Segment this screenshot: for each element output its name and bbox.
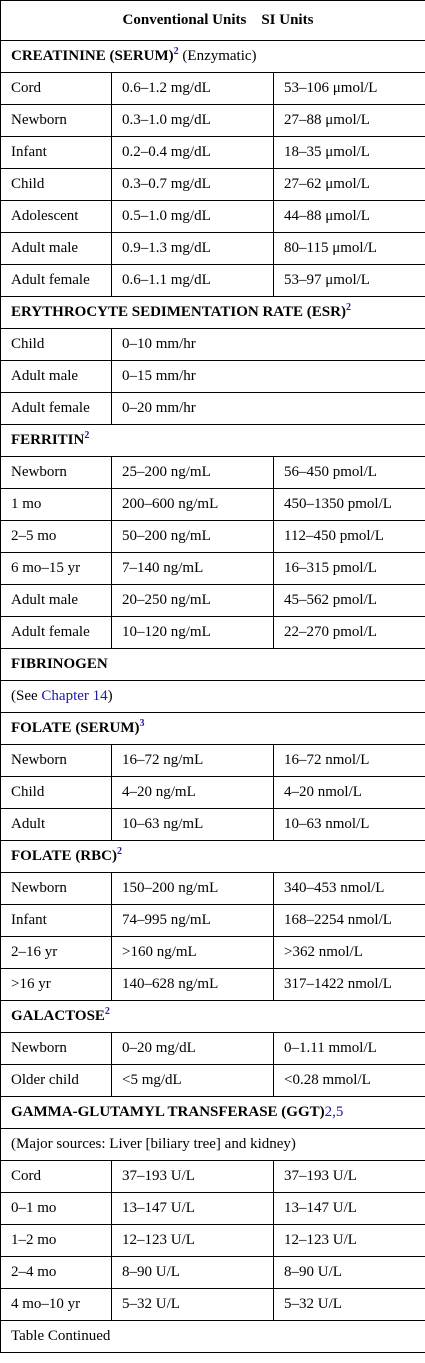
section-header-row <box>1 1097 425 1129</box>
age-group-cell: Child <box>1 169 112 201</box>
table-row <box>1 361 425 393</box>
table-continued-note: Table Continued <box>1 1321 425 1353</box>
si-value-cell: 168–2254 nmol/L <box>274 905 425 937</box>
reference-separator: , <box>332 1104 336 1120</box>
section-header-row <box>1 649 425 681</box>
section-note-cell <box>1 1129 425 1161</box>
section-header-row <box>1 841 425 873</box>
conventional-value-cell: 7–140 ng/mL <box>112 553 274 585</box>
conventional-value-cell: 0.3–1.0 mg/dL <box>112 105 274 137</box>
table-row <box>1 809 425 841</box>
table-row <box>1 329 425 361</box>
si-value-cell: 4–20 nmol/L <box>274 777 425 809</box>
age-group-cell: 6 mo–15 yr <box>1 553 112 585</box>
age-group-cell: Newborn <box>1 873 112 905</box>
section-title: FOLATE (SERUM) <box>11 720 140 736</box>
conventional-value-cell: 74–995 ng/mL <box>112 905 274 937</box>
table-row <box>1 457 425 489</box>
reference-superscript[interactable]: 2 <box>116 846 122 857</box>
conventional-value-cell: 0.5–1.0 mg/dL <box>112 201 274 233</box>
section-title-cell <box>1 425 425 457</box>
si-value-cell: 317–1422 nmol/L <box>274 969 425 1001</box>
si-value-cell: 27–88 μmol/L <box>274 105 425 137</box>
section-header-row <box>1 297 425 329</box>
table-row <box>1 937 425 969</box>
si-value-cell: 450–1350 pmol/L <box>274 489 425 521</box>
reference-superscript[interactable]: 2 <box>345 302 351 313</box>
si-value-cell: 22–270 pmol/L <box>274 617 425 649</box>
age-group-cell: 4 mo–10 yr <box>1 1289 112 1321</box>
conventional-value-cell: <5 mg/dL <box>112 1065 274 1097</box>
si-value-cell: 56–450 pmol/L <box>274 457 425 489</box>
section-title: CREATININE (SERUM) <box>11 48 174 64</box>
si-value-cell: 80–115 μmol/L <box>274 233 425 265</box>
si-value-cell: 18–35 μmol/L <box>274 137 425 169</box>
table-row <box>1 1289 425 1321</box>
reference-link[interactable]: 5 <box>335 1104 344 1120</box>
section-title: GALACTOSE <box>11 1008 105 1024</box>
section-header-row <box>1 41 425 73</box>
age-group-cell: Older child <box>1 1065 112 1097</box>
age-group-cell: Adult <box>1 809 112 841</box>
age-group-cell: 1–2 mo <box>1 1225 112 1257</box>
section-title: FOLATE (RBC) <box>11 848 117 864</box>
section-note-row <box>1 1129 425 1161</box>
conventional-value-cell: 0.6–1.1 mg/dL <box>112 265 274 297</box>
si-value-cell: 5–32 U/L <box>274 1289 425 1321</box>
age-group-cell: Newborn <box>1 1033 112 1065</box>
table-row <box>1 905 425 937</box>
si-value-cell: 10–63 nmol/L <box>274 809 425 841</box>
note-text: (See <box>11 688 42 704</box>
section-title: FIBRINOGEN <box>11 656 108 672</box>
conventional-value-cell: >160 ng/mL <box>112 937 274 969</box>
age-group-cell: Cord <box>1 73 112 105</box>
age-group-cell: Adult male <box>1 585 112 617</box>
age-group-cell: Adult female <box>1 265 112 297</box>
table-row <box>1 585 425 617</box>
section-header-row <box>1 1001 425 1033</box>
table-row <box>1 745 425 777</box>
section-title: FERRITIN <box>11 432 85 448</box>
age-group-cell: Adult male <box>1 233 112 265</box>
age-group-cell: 2–16 yr <box>1 937 112 969</box>
section-title-cell <box>1 297 425 329</box>
table-row <box>1 1225 425 1257</box>
si-value-cell: 27–62 μmol/L <box>274 169 425 201</box>
section-title-cell <box>1 41 425 73</box>
reference-superscript[interactable]: 2 <box>104 1006 110 1017</box>
value-cell: 0–10 mm/hr <box>112 329 425 361</box>
section-title-cell <box>1 713 425 745</box>
conventional-value-cell: 150–200 ng/mL <box>112 873 274 905</box>
si-value-cell: 53–106 μmol/L <box>274 73 425 105</box>
age-group-cell: Adult male <box>1 361 112 393</box>
conventional-value-cell: 0.6–1.2 mg/dL <box>112 73 274 105</box>
age-group-cell: Newborn <box>1 105 112 137</box>
table-row <box>1 169 425 201</box>
table-row <box>1 1033 425 1065</box>
section-header-row <box>1 713 425 745</box>
si-value-cell: 16–72 nmol/L <box>274 745 425 777</box>
table-row <box>1 393 425 425</box>
age-group-cell: 2–5 mo <box>1 521 112 553</box>
table-row <box>1 969 425 1001</box>
conventional-value-cell: 10–63 ng/mL <box>112 809 274 841</box>
table-row <box>1 137 425 169</box>
table-row <box>1 521 425 553</box>
si-value-cell: >362 nmol/L <box>274 937 425 969</box>
si-value-cell: 16–315 pmol/L <box>274 553 425 585</box>
conventional-value-cell: 0.3–0.7 mg/dL <box>112 169 274 201</box>
si-value-cell: 8–90 U/L <box>274 1257 425 1289</box>
age-group-cell: 1 mo <box>1 489 112 521</box>
chapter-link[interactable]: Chapter 14 <box>41 688 108 704</box>
conventional-value-cell: 200–600 ng/mL <box>112 489 274 521</box>
section-title-cell <box>1 649 425 681</box>
si-value-cell: 0–1.11 mmol/L <box>274 1033 425 1065</box>
si-value-cell: 340–453 nmol/L <box>274 873 425 905</box>
reference-superscript[interactable]: 2 <box>84 430 90 441</box>
age-group-cell: 0–1 mo <box>1 1193 112 1225</box>
conventional-value-cell: 13–147 U/L <box>112 1193 274 1225</box>
table-row <box>1 201 425 233</box>
section-note-cell <box>1 681 425 713</box>
value-cell: 0–20 mm/hr <box>112 393 425 425</box>
table-footer-row <box>1 1321 425 1353</box>
age-group-cell: Adolescent <box>1 201 112 233</box>
section-title-cell <box>1 1097 425 1129</box>
age-group-cell: Adult female <box>1 393 112 425</box>
conventional-value-cell: 37–193 U/L <box>112 1161 274 1193</box>
si-value-cell: 37–193 U/L <box>274 1161 425 1193</box>
table-header-row <box>1 1 425 41</box>
section-title-cell <box>1 1001 425 1033</box>
note-text: (Major sources: Liver [biliary tree] and kidney) <box>11 1136 296 1152</box>
header-conventional-units: Conventional Units <box>122 12 247 28</box>
table-row <box>1 553 425 585</box>
table-row <box>1 873 425 905</box>
conventional-value-cell: 0–20 mg/dL <box>112 1033 274 1065</box>
table-row <box>1 1065 425 1097</box>
note-text-suffix: ) <box>107 688 113 704</box>
age-group-cell: Adult female <box>1 617 112 649</box>
age-group-cell: Newborn <box>1 457 112 489</box>
header-si-units: SI Units <box>261 12 314 28</box>
value-cell: 0–15 mm/hr <box>112 361 425 393</box>
si-value-cell: 44–88 μmol/L <box>274 201 425 233</box>
conventional-value-cell: 0.9–1.3 mg/dL <box>112 233 274 265</box>
section-header-row <box>1 425 425 457</box>
conventional-value-cell: 0.2–0.4 mg/dL <box>112 137 274 169</box>
conventional-value-cell: 10–120 ng/mL <box>112 617 274 649</box>
table-row <box>1 105 425 137</box>
conventional-value-cell: 20–250 ng/mL <box>112 585 274 617</box>
conventional-value-cell: 12–123 U/L <box>112 1225 274 1257</box>
age-group-cell: >16 yr <box>1 969 112 1001</box>
table-body <box>1 41 425 1321</box>
reference-link[interactable]: 2 <box>324 1104 333 1120</box>
table-row <box>1 1161 425 1193</box>
age-group-cell: Newborn <box>1 745 112 777</box>
table-row <box>1 1193 425 1225</box>
table-row <box>1 777 425 809</box>
age-group-cell: Child <box>1 777 112 809</box>
table-row <box>1 73 425 105</box>
section-note-row <box>1 681 425 713</box>
section-title: ERYTHROCYTE SEDIMENTATION RATE (ESR) <box>11 304 346 320</box>
age-group-cell: Child <box>1 329 112 361</box>
table-row <box>1 617 425 649</box>
table-row <box>1 265 425 297</box>
table-row <box>1 489 425 521</box>
conventional-value-cell: 25–200 ng/mL <box>112 457 274 489</box>
si-value-cell: 45–562 pmol/L <box>274 585 425 617</box>
si-value-cell: 12–123 U/L <box>274 1225 425 1257</box>
si-value-cell: 112–450 pmol/L <box>274 521 425 553</box>
si-value-cell: <0.28 mmol/L <box>274 1065 425 1097</box>
conventional-value-cell: 50–200 ng/mL <box>112 521 274 553</box>
age-group-cell: 2–4 mo <box>1 1257 112 1289</box>
conventional-value-cell: 140–628 ng/mL <box>112 969 274 1001</box>
conventional-value-cell: 16–72 ng/mL <box>112 745 274 777</box>
section-title: GAMMA-GLUTAMYL TRANSFERASE (GGT) <box>11 1104 325 1120</box>
reference-superscript[interactable]: 2 <box>173 46 179 57</box>
table-row <box>1 233 425 265</box>
reference-superscript[interactable]: 3 <box>139 718 145 729</box>
age-group-cell: Infant <box>1 905 112 937</box>
conventional-value-cell: 5–32 U/L <box>112 1289 274 1321</box>
table-header-cell <box>1 1 425 41</box>
si-value-cell: 13–147 U/L <box>274 1193 425 1225</box>
conventional-value-cell: 4–20 ng/mL <box>112 777 274 809</box>
age-group-cell: Infant <box>1 137 112 169</box>
age-group-cell: Cord <box>1 1161 112 1193</box>
section-title-suffix: (Enzymatic) <box>178 48 257 64</box>
table-row <box>1 1257 425 1289</box>
conventional-value-cell: 8–90 U/L <box>112 1257 274 1289</box>
section-title-cell <box>1 841 425 873</box>
si-value-cell: 53–97 μmol/L <box>274 265 425 297</box>
